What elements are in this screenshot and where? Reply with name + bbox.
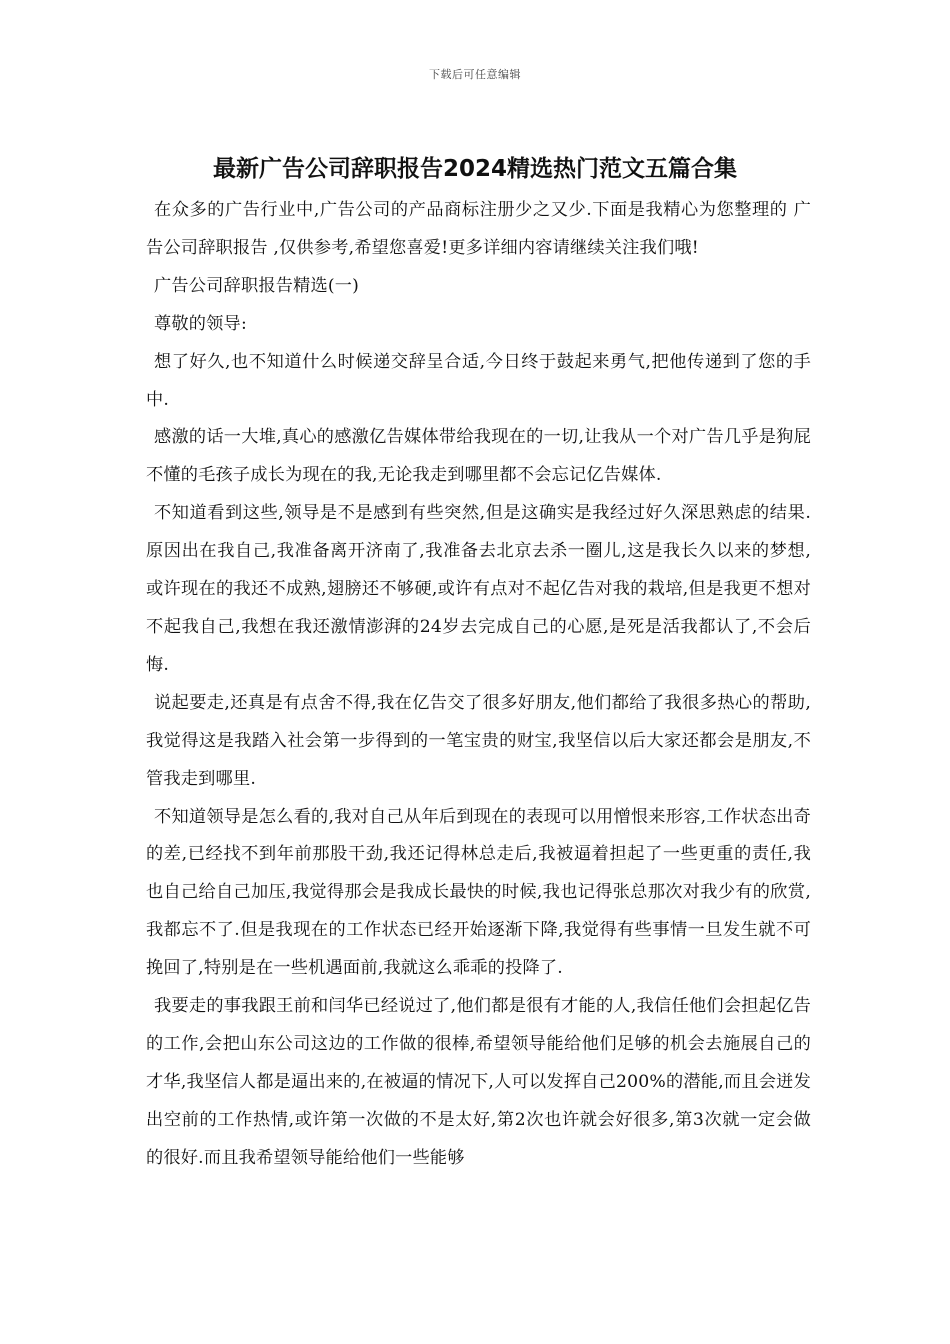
body-paragraph: 我要走的事我跟王前和闫华已经说过了,他们都是很有才能的人,我信任他们会担起亿告的工作,会把山东公司这边的工作做的很棒,希望领导能给他们足够的机会去施展自己的才华,我坚信人都是逼出来的,在被逼的情况下,人可以发挥自己200%的潜能,而且会迸发出空前的工作热情,或许第一次做的不是太好,第2次也许就会好很多,第3次就一定会做的很好.而且我希望领导能给他们一些能够 (146, 996, 811, 1168)
body-paragraph: 想了好久,也不知道什么时候递交辞呈合适,今日终于鼓起来勇气,把他传递到了您的手中. (146, 351, 811, 410)
body-paragraph: 说起要走,还真是有点舍不得,我在亿告交了很多好朋友,他们都给了我很多热心的帮助,我觉得这是我踏入社会第一步得到的一笔宝贵的财宝,我坚信以后大家还都会是朋友,不管我走到哪里. (146, 692, 811, 789)
body-paragraph: 不知道领导是怎么看的,我对自己从年后到现在的表现可以用憎恨来形容,工作状态出奇的差,已经找不到年前那股干劲,我还记得林总走后,我被逼着担起了一些更重的责任,我也自己给自己加压,我觉得那会是我成长最快的时候,我也记得张总那次对我少有的欣赏,我都忘不了.但是我现在的工作状态已经开始逐渐下降,我觉得有些事情一旦发生就不可挽回了,特别是在一些机遇面前,我就这么乖乖的投降了. (146, 806, 811, 979)
intro-paragraph: 在众多的广告行业中,广告公司的产品商标注册少之又少.下面是我精心为您整理的 广告公司辞职报告 ,仅供参考,希望您喜爱!更多详细内容请继续关注我们哦! (146, 200, 811, 258)
body-paragraph: 不知道看到这些,领导是不是感到有些突然,但是这确实是我经过好久深思熟虑的结果.原因出在我自己,我准备离开济南了,我准备去北京去杀一圈儿,这是我长久以来的梦想,或许现在的我还不成熟,翅膀还不够硬,或许有点对不起亿告对我的栽培,但是我更不想对不起我自己,我想在我还激情澎湃的24岁去完成自己的心愿,是死是活我都认了,不会后悔. (146, 503, 811, 675)
header-note: 下载后可任意编辑 (429, 68, 521, 81)
section-heading: 广告公司辞职报告精选(一) (154, 275, 360, 296)
document-body (146, 192, 811, 1178)
salutation: 尊敬的领导: (154, 313, 247, 334)
document-title: 最新广告公司辞职报告2024精选热门范文五篇合集 (212, 156, 737, 182)
body-paragraph: 感激的话一大堆,真心的感激亿告媒体带给我现在的一切,让我从一个对广告几乎是狗屁不懂的毛孩子成长为现在的我,无论我走到哪里都不会忘记亿告媒体. (146, 427, 811, 486)
